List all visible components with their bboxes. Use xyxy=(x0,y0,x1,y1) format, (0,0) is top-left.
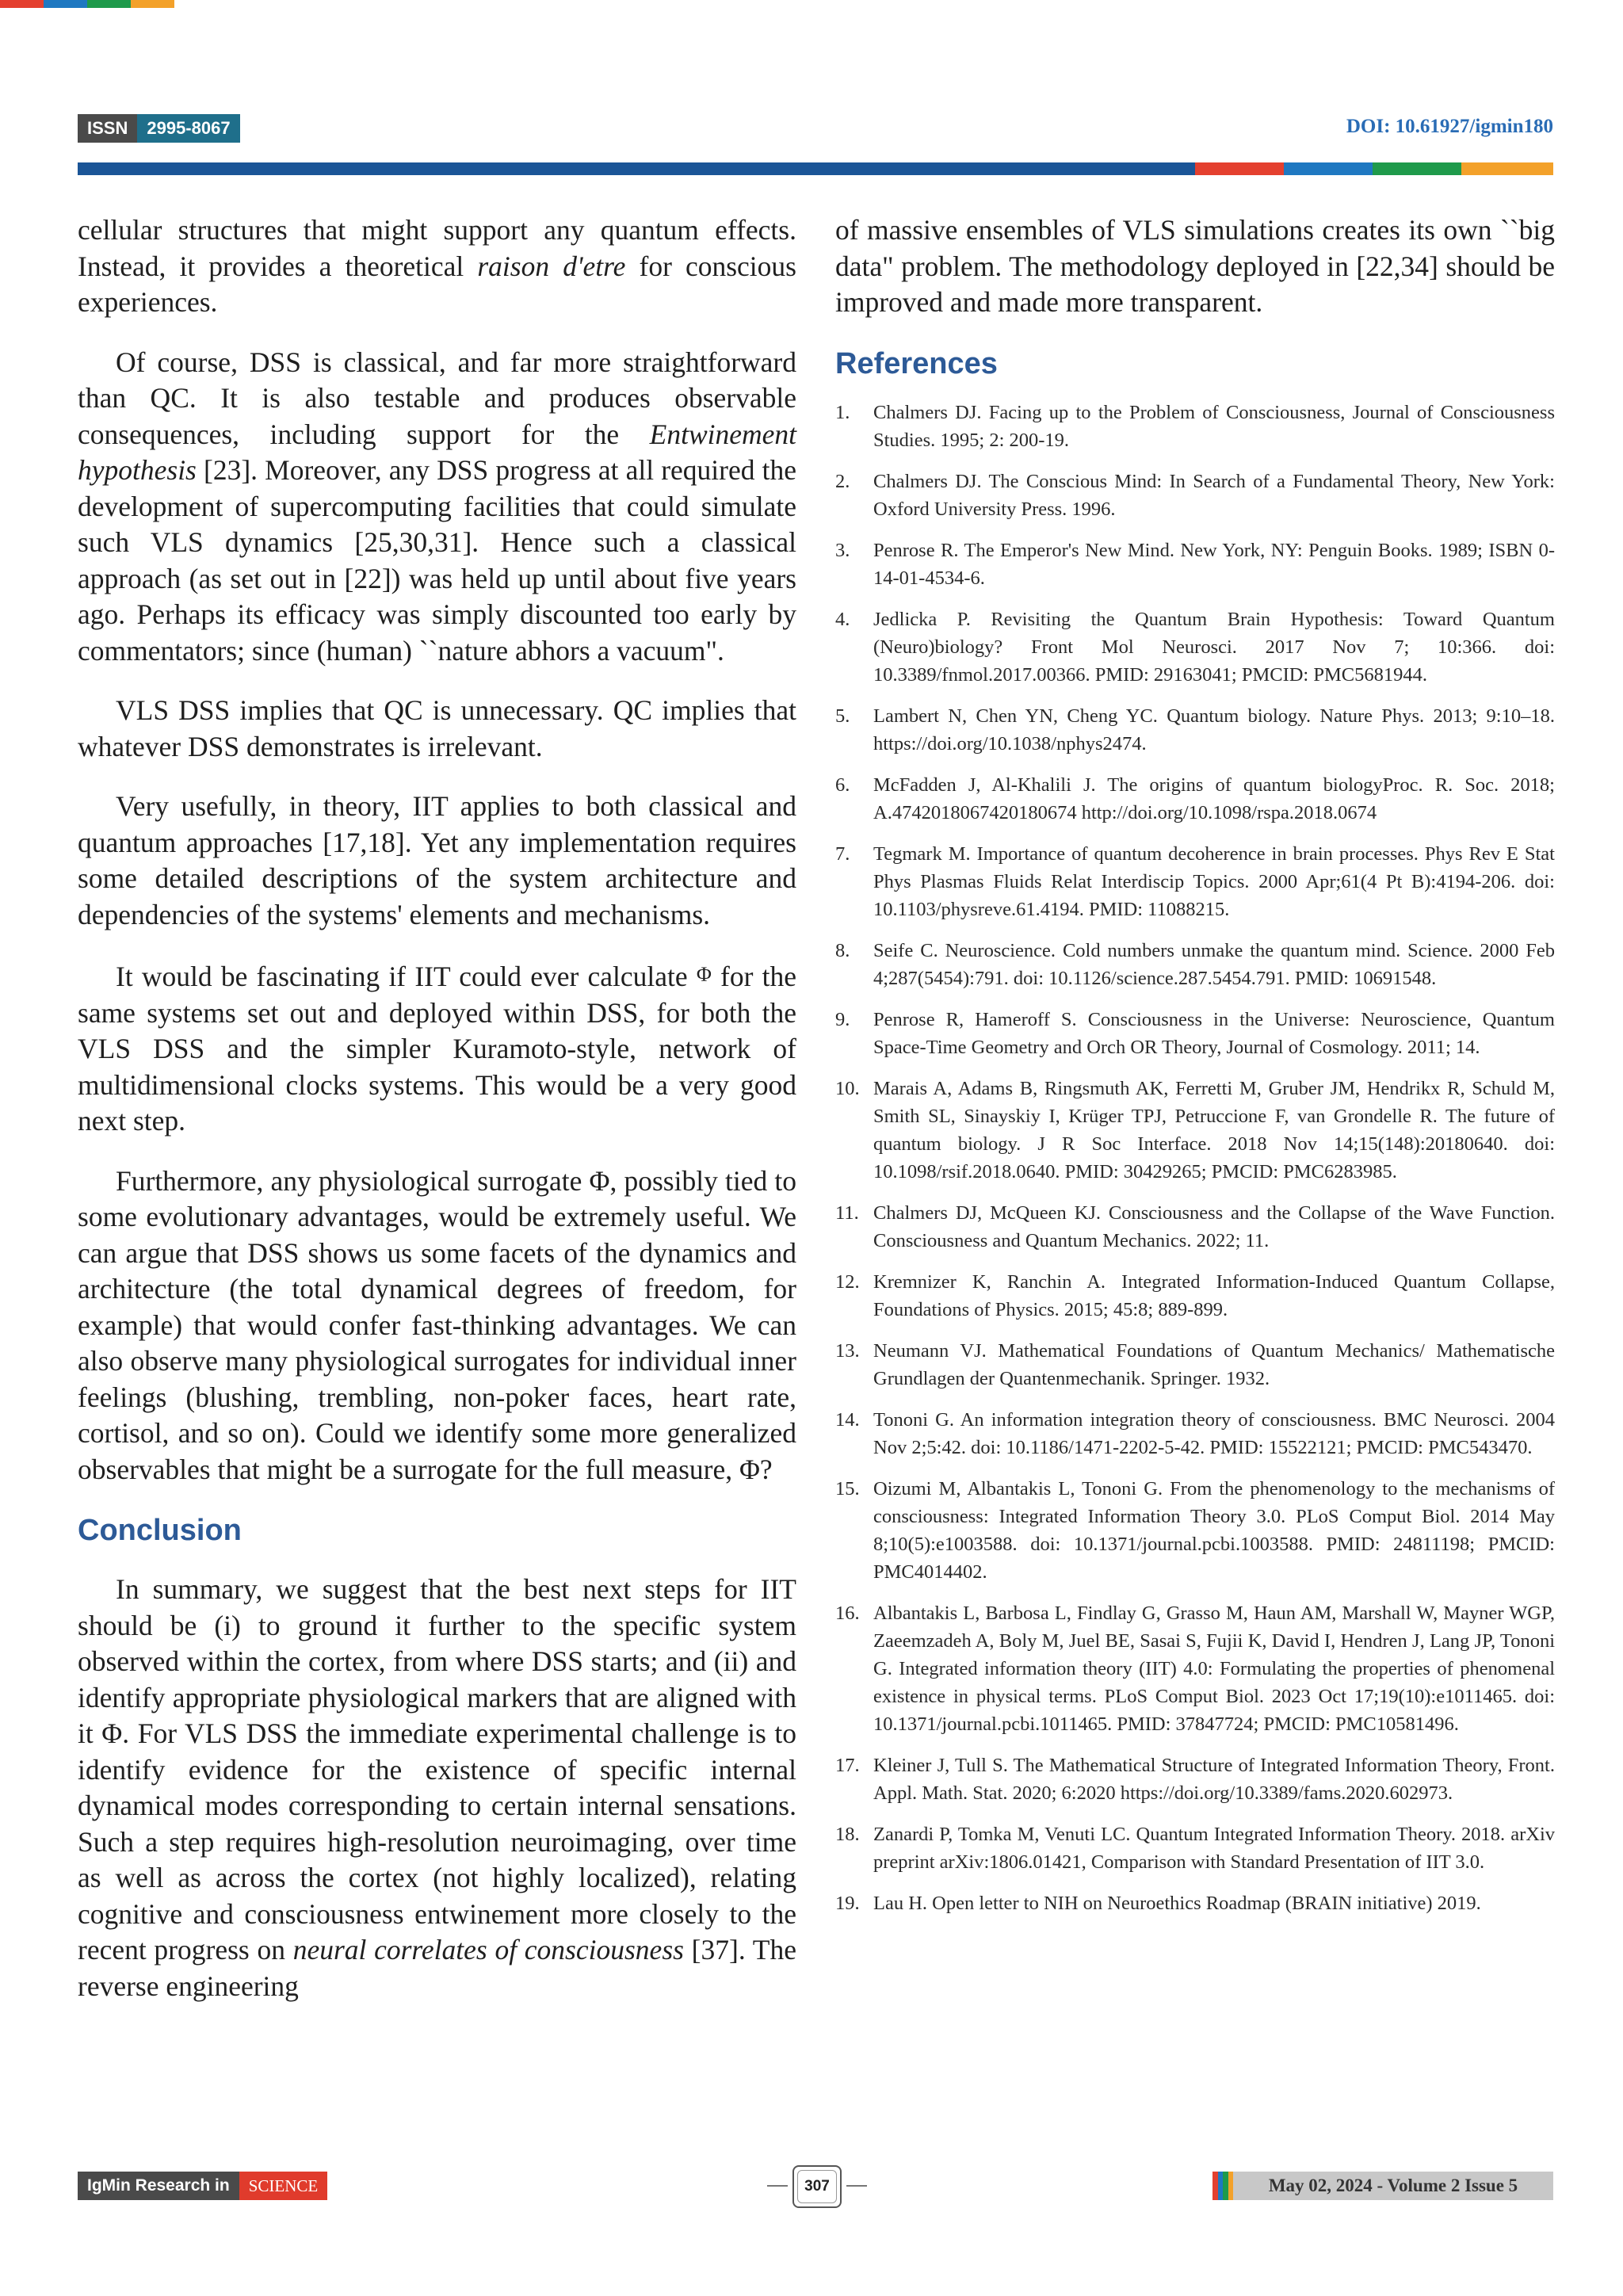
issn-badge xyxy=(78,114,240,143)
paragraph-5 xyxy=(78,957,796,1140)
paragraph-1-text-b: for conscious experiences. xyxy=(78,250,796,318)
reference-text: Kremnizer K, Ranchin A. Integrated Information-Induced Quantum Collapse, Foundations of Physics. 2015; 45:8; 889-899. xyxy=(873,1270,1555,1320)
issue-date-volume: May 02, 2024 - Volume 2 Issue 5 xyxy=(1233,2172,1553,2200)
reference-number: 18. xyxy=(835,1823,860,1845)
conclusion-heading: Conclusion xyxy=(78,1514,242,1547)
journal-badge xyxy=(78,2172,327,2200)
reference-text: McFadden J, Al-Khalili J. The origins of quantum biologyProc. R. Soc. 2018; A.4742018067420180674 http://doi.org/10.1098/rspa.2018.0674 xyxy=(873,774,1555,823)
reference-item xyxy=(835,1599,1555,1738)
reference-number: 1. xyxy=(835,401,850,423)
reference-text: Chalmers DJ, McQueen KJ. Consciousness and the Collapse of the Wave Function. Consciousness and Quantum Mechanics. 2022; 11. xyxy=(873,1201,1555,1251)
paragraph-7-text-a: In summary, we suggest that the best next steps for IIT should be (i) to ground it further to the specific system observed within the cortex, from where DSS starts; and (ii) and identify appropriate physiological markers that are aligned with it Φ. For VLS DSS the immediate experimental challenge is to identify evidence for the existence of specific internal dynamical modes corresponding to certain internal sensations. Such a step requires high-resolution neuroimaging, over time as well as across the cortex (not highly localized), relating cognitive and consciousness entwinement more closely to the recent progress on xyxy=(78,1573,796,1966)
reference-number: 14. xyxy=(835,1408,860,1431)
reference-number: 6. xyxy=(835,774,850,796)
reference-text: Chalmers DJ. Facing up to the Problem of Consciousness, Journal of Consciousness Studies. 1995; 2: 200-19. xyxy=(873,401,1555,451)
paragraph-2-emphasis: Entwinement hypothesis xyxy=(78,418,796,486)
reference-number: 10. xyxy=(835,1077,860,1099)
paragraph-continued: of massive ensembles of VLS simulations creates its own ``big data" problem. The methodology deployed in [22,34] should be improved and made more transparent. xyxy=(835,214,1555,318)
header-rule-blue xyxy=(1284,162,1373,175)
reference-number: 16. xyxy=(835,1602,860,1624)
paragraph-6: Furthermore, any physiological surrogate Φ, possibly tied to some evolutionary advantages, would be extremely useful. We can argue that DSS shows us some facets of the dynamics and architecture (the total dynamical degrees of freedom, for example) that would confer fast-thinking advantages. We can also observe many physiological surrogates for individual inner feelings (blushing, trembling, non-poker faces, heart rate, cortisol, and so on). Could we identify some more generalized observables that might be a surrogate for the full measure, Φ? xyxy=(78,1164,796,1485)
reference-item xyxy=(835,468,1555,523)
reference-item xyxy=(835,1889,1555,1917)
reference-item xyxy=(835,1752,1555,1807)
reference-text: Tononi G. An information integration theory of consciousness. BMC Neurosci. 2004 Nov 2;5:42. doi: 10.1186/1471-2202-5-42. PMID: 15522121; PMCID: PMC543470. xyxy=(873,1408,1555,1458)
stripe-blue xyxy=(44,0,87,8)
right-column xyxy=(835,212,1555,1931)
paragraph-4: Very usefully, in theory, IIT applies to both classical and quantum approaches [17,18]. Yet any implementation requires some detailed descriptions of the system architecture and dependencies of the systems' elements and mechanisms. xyxy=(78,790,796,930)
reference-number: 11. xyxy=(835,1201,859,1224)
paragraph-7-emphasis: neural correlates of consciousness xyxy=(292,1934,684,1966)
reference-item xyxy=(835,537,1555,592)
paragraph-2-text-b: [23]. Moreover, any DSS progress at all required the development of supercomputing facilities that could simulate such VLS dynamics [25,30,31]. Hence such a classical approach (as set out in [22]) was held up until about five years ago. Perhaps its efficacy was simply discounted too early by commentators; since (human) ``nature abhors a vacuum". xyxy=(78,454,796,667)
reference-list xyxy=(835,399,1555,1917)
reference-item xyxy=(835,702,1555,758)
reference-text: Oizumi M, Albantakis L, Tononi G. From the phenomenology to the mechanisms of consciousness: Integrated Information Theory 3.0. PLoS Comput Biol. 2014 May 8;10(5):e1003588. doi: 10.1371/journal.pcbi.1003588. PMID: 24811198; PMCID: PMC4014402. xyxy=(873,1477,1555,1583)
paragraph-7-text-b: [37]. The reverse engineering xyxy=(78,1934,796,2002)
reference-text: Albantakis L, Barbosa L, Findlay G, Grasso M, Haun AM, Marshall W, Mayner WGP, Zaeemzadeh A, Boly M, Juel BE, Sasai S, Fujii K, David I, Hendren J, Lang JP, Tononi G. Integrated information theory (IIT) 4.0: Formulating the properties of phenomenal existence in physical terms. PLoS Comput Biol. 2023 Oct 17;19(10):e1011465. doi: 10.1371/journal.pcbi.1011465. PMID: 37847724; PMCID: PMC10581496. xyxy=(873,1602,1555,1735)
reference-number: 9. xyxy=(835,1008,850,1030)
reference-text: Marais A, Adams B, Ringsmuth AK, Ferretti M, Gruber JM, Hendrikx R, Schuld M, Smith SL, Sinayskiy I, Krüger TPJ, Petruccione F, van Grondelle R. The future of quantum biology. J R Soc Interface. 2018 Nov 14;15(148):20180640. doi: 10.1098/rsif.2018.0640. PMID: 30429265; PMCID: PMC6283985. xyxy=(873,1077,1555,1182)
reference-number: 5. xyxy=(835,705,850,727)
header-rule-orange xyxy=(1461,162,1553,175)
reference-item xyxy=(835,937,1555,992)
issn-number: 2995-8067 xyxy=(137,114,239,143)
stripe-green xyxy=(87,0,131,8)
reference-number: 13. xyxy=(835,1339,860,1362)
reference-text: Kleiner J, Tull S. The Mathematical Structure of Integrated Information Theory, Front. Appl. Math. Stat. 2020; 6:2020 https://doi.org/10.3389/fams.2020.602973. xyxy=(873,1754,1555,1804)
reference-text: Neumann VJ. Mathematical Foundations of Quantum Mechanics/ Mathematische Grundlagen der Quantenmechanik. Springer. 1932. xyxy=(873,1339,1555,1389)
reference-item xyxy=(835,1268,1555,1324)
paragraph-1 xyxy=(78,212,796,321)
left-column xyxy=(78,212,796,2028)
reference-number: 19. xyxy=(835,1892,860,1914)
issn-label: ISSN xyxy=(78,114,137,143)
paragraph-7 xyxy=(78,1572,796,2004)
reference-number: 12. xyxy=(835,1270,860,1293)
reference-item xyxy=(835,606,1555,689)
reference-number: 15. xyxy=(835,1477,860,1499)
reference-text: Jedlicka P. Revisiting the Quantum Brain Hypothesis: Toward Quantum (Neuro)biology? Front Mol Neurosci. 2017 Nov 7; 10:366. doi: 10.3389/fnmol.2017.00366. PMID: 29163041; PMCID: PMC5681944. xyxy=(873,608,1555,686)
doi-link[interactable]: DOI: 10.61927/igmin180 xyxy=(1346,116,1553,137)
header-rule-red xyxy=(1195,162,1284,175)
reference-text: Tegmark M. Importance of quantum decoherence in brain processes. Phys Rev E Stat Phys Plasmas Fluids Relat Interdiscip Topics. 2000 Apr;61(4 Pt B):4194-206. doi: 10.1103/physreve.61.4194. PMID: 11088215. xyxy=(873,842,1555,920)
reference-item xyxy=(835,1475,1555,1586)
reference-text: Penrose R. The Emperor's New Mind. New York, NY: Penguin Books. 1989; ISBN 0-14-01-4534-6. xyxy=(873,539,1555,589)
reference-item xyxy=(835,1406,1555,1461)
paragraph-2 xyxy=(78,345,796,670)
reference-number: 2. xyxy=(835,470,850,492)
reference-number: 4. xyxy=(835,608,850,630)
page-number: 307 xyxy=(792,2165,842,2208)
page-number-frame xyxy=(797,2170,837,2203)
reference-number: 3. xyxy=(835,539,850,561)
reference-number: 8. xyxy=(835,939,850,961)
reference-item xyxy=(835,1820,1555,1876)
header-rule xyxy=(78,162,1553,175)
reference-text: Zanardi P, Tomka M, Venuti LC. Quantum Integrated Information Theory. 2018. arXiv preprint arXiv:1806.01421, Comparison with Standard Presentation of IIT 3.0. xyxy=(873,1823,1555,1873)
reference-text: Lau H. Open letter to NIH on Neuroethics Roadmap (BRAIN initiative) 2019. xyxy=(873,1892,1481,1914)
paragraph-5-text-b: for the same systems set out and deployed within DSS, for both the VLS DSS and the simpler Kuramoto-style, network of multidimensional clocks systems. This would be a very good next step. xyxy=(78,961,797,1137)
reference-item xyxy=(835,840,1555,923)
reference-text: Seife C. Neuroscience. Cold numbers unmake the quantum mind. Science. 2000 Feb 4;287(5454):791. doi: 10.1126/science.287.5454.791. PMID: 10691548. xyxy=(873,939,1555,989)
header-rule-main xyxy=(78,162,1195,175)
reference-item xyxy=(835,1199,1555,1255)
reference-text: Lambert N, Chen YN, Cheng YC. Quantum biology. Nature Phys. 2013; 9:10–18. https://doi.org/10.1038/nphys2474. xyxy=(873,705,1555,755)
references-heading: References xyxy=(835,346,998,380)
stripe-orange xyxy=(131,0,174,8)
reference-item xyxy=(835,1075,1555,1186)
issue-badge xyxy=(1212,2172,1553,2200)
issue-color-bars xyxy=(1212,2172,1233,2200)
reference-item xyxy=(835,1337,1555,1392)
reference-text: Chalmers DJ. The Conscious Mind: In Search of a Fundamental Theory, New York: Oxford University Press. 1996. xyxy=(873,470,1555,520)
paragraph-3: VLS DSS implies that QC is unnecessary. QC implies that whatever DSS demonstrates is irrelevant. xyxy=(78,694,796,762)
header-rule-green xyxy=(1373,162,1461,175)
paragraph-1-emphasis: raison d'etre xyxy=(477,250,626,282)
page-arrow-right xyxy=(846,2185,867,2187)
journal-section[interactable]: SCIENCE xyxy=(239,2172,328,2200)
paragraph-5-text-a: It would be fascinating if IIT could ever calculate xyxy=(116,961,697,992)
page-arrow-left xyxy=(767,2185,788,2187)
reference-number: 7. xyxy=(835,842,850,865)
reference-text: Penrose R, Hameroff S. Consciousness in the Universe: Neuroscience, Quantum Space-Time Geometry and Orch OR Theory, Journal of Cosmology. 2011; 14. xyxy=(873,1008,1555,1058)
reference-item xyxy=(835,399,1555,454)
reference-number: 17. xyxy=(835,1754,860,1776)
stripe-red xyxy=(0,0,44,8)
paragraph-1-text-a: cellular structures that might support any quantum effects. Instead, it provides a theoretical xyxy=(78,214,796,282)
reference-item xyxy=(835,771,1555,827)
paragraph-2-text-a: Of course, DSS is classical, and far more straightforward than QC. It is also testable and produces observable consequences, including support for the xyxy=(78,346,796,450)
phi-symbol: Φ xyxy=(696,963,712,986)
journal-name: IgMin Research in xyxy=(78,2172,239,2200)
top-color-stripe xyxy=(0,0,174,8)
reference-item xyxy=(835,1006,1555,1061)
